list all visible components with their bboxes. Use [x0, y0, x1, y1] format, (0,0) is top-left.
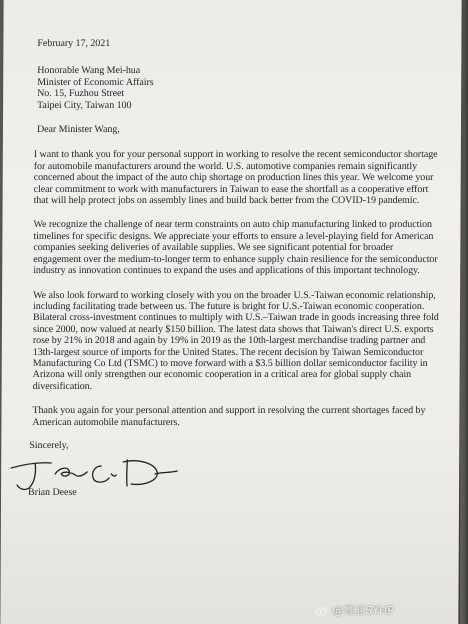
recipient-address [37, 65, 457, 111]
signature-block [28, 439, 455, 500]
letter-body [28, 38, 457, 500]
salutation: Dear Minister Wang, [36, 124, 120, 136]
recipient-line: No. 15, Fuzhou Street [37, 88, 125, 100]
paragraph-economic-relationship: We also look forward to working closely with you on the broader U.S.-Taiwan economic relationship, including facilitating trade between us. The future is bright for U.S.-Taiwan economic cooperation. Bilateral cross-investment continues to multiply with U.S.–Taiwan trade in goods increasing three fold since 2000, now valued at nearly $150 billion. The latest data shows that Taiwan's direct U.S. exports rose by 21% in 2018 and again by 19% in 2019 as the 10th-largest merchandise trading partner and 13th-largest source of imports for the United States. The recent decision by Taiwan Semiconductor Manufacturing Co Ltd (TSMC) to move forward with a $3.5 billion dollar semiconductor facility in Arizona will only strengthen our economic cooperation in a critical area for global supply chain diversification. [32, 289, 439, 392]
recipient-line: Taipei City, Taiwan 100 [37, 99, 132, 111]
recipient-line: Honorable Wang Mei-hua [37, 65, 141, 77]
weibo-icon [315, 604, 329, 616]
watermark [315, 602, 394, 618]
letter-date: February 17, 2021 [37, 38, 111, 49]
paragraph-thanks: Thank you again for your personal attention and support in resolving the current shortages faced by American automobile manufacturers. [32, 405, 426, 428]
paragraph-chip-shortage: I want to thank you for your personal support in working to resolve the recent semiconductor shortage for automobile manufacturers around the world. U.S. automotive companies remain significantly concerned about the impact of the auto chip shortage on production lines this year. We welcome your clear commitment to work with manufacturers in Taiwan to ease the shortfall as a cooperative effort that will help protect jobs on assembly lines and build back better from the COVID-19 pandemic. [33, 149, 438, 207]
paragraph-constraints: We recognize the challenge of near term constraints on auto chip manufacturing linked to production timelines for specific designs. We appreciate your efforts to ensure a level-playing field for American companies seeking deliveries of available supplies. We see significant potential for broader engagement over the medium-to-longer term to enhance supply chain resilience for the semiconductor industry as innovation continues to expand the uses and applications of this important technology. [33, 219, 438, 277]
handwritten-signature [5, 444, 185, 492]
watermark-text: @寰亚SYHP [332, 604, 394, 617]
signer-name: Brian Deese [28, 486, 77, 498]
recipient-line: Minister of Economic Affairs [37, 76, 154, 88]
background-edge-right [460, 0, 468, 624]
closing: Sincerely, [29, 439, 69, 451]
